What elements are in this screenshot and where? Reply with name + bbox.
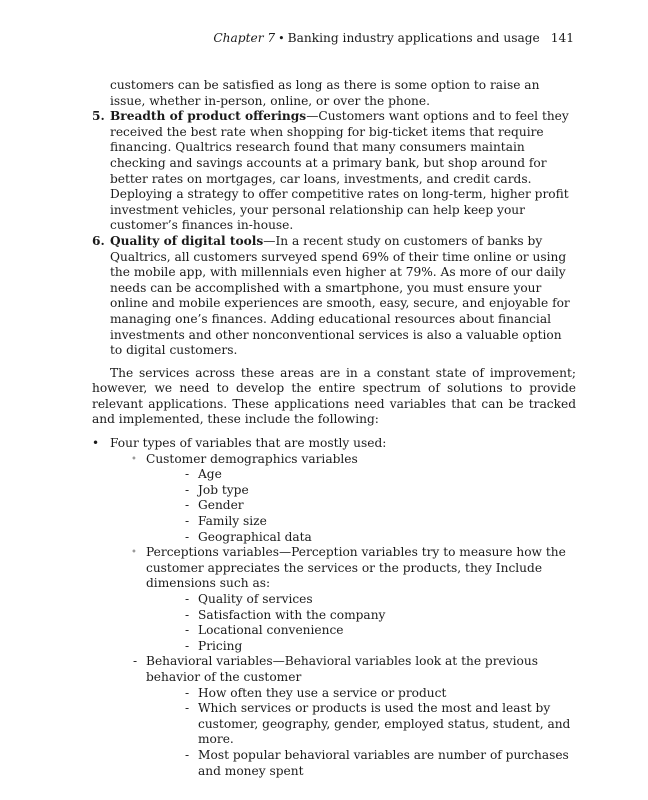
dash-icon: - xyxy=(185,747,190,762)
continued-text: customers can be satisfied as long as there is some option to raise an issue, whether in-person, online, or over the phone. xyxy=(110,78,540,108)
list-item: - How often they use a service or product xyxy=(185,685,447,700)
list-item: - Locational convenience xyxy=(185,623,344,638)
dash-icon: - xyxy=(185,482,190,497)
page-number: 141 xyxy=(550,31,574,45)
running-header xyxy=(213,31,574,45)
list-item: - Job type xyxy=(185,482,249,497)
list-item: - Age xyxy=(185,467,222,482)
list-item: - Pricing xyxy=(185,638,243,653)
bullet-icon: • xyxy=(131,547,137,559)
list-item: - Family size xyxy=(185,514,267,529)
item-number: 5. xyxy=(92,109,105,124)
list-item: - Which services or products is used the most and least by customer, geography, gender, employed status, student, and more. xyxy=(185,701,571,747)
item-text: —Customers want options and to feel they received the best rate when shopping for big-ticket items that require financing. Qualtrics research found that many consumers maintain checking and savings accounts at a primary bank, but shop around for better rates on mortgages, car loans, investments, and credit cards. Deploying a strategy to offer competitive rates on long-term, higher profit investment vehicles, your personal relationship can help keep your customer’s finances in-house. xyxy=(110,109,569,233)
list-item: - Geographical data xyxy=(185,529,312,544)
item-lead: Quality of digital tools xyxy=(110,233,264,248)
group-title: Customer demographics variables xyxy=(146,451,358,466)
variables-list xyxy=(92,436,576,779)
bullet-icon: • xyxy=(92,436,100,451)
sub-list xyxy=(146,592,576,654)
bullet-icon: • xyxy=(131,453,137,465)
dash-icon: - xyxy=(185,685,190,700)
list-item: - Most popular behavioral variables are number of purchases and money spent xyxy=(185,747,569,778)
variable-groups xyxy=(110,452,576,779)
dash-icon: - xyxy=(185,701,190,716)
dash-icon: - xyxy=(185,529,190,544)
numbered-item-5 xyxy=(92,109,576,234)
variable-group-behavioral xyxy=(110,654,576,779)
dash-icon: - xyxy=(185,514,190,529)
dash-icon: - xyxy=(185,498,190,513)
group-title: Behavioral variables—Behavioral variables look at the previous behavior of the customer xyxy=(146,654,538,684)
chapter-title: Banking industry applications and usage xyxy=(287,31,540,45)
dash-icon: - xyxy=(185,592,190,606)
group-title: Perceptions variables—Perception variables try to measure how the customer appreciates the services or the products, they Include dimensions such as: xyxy=(146,545,566,591)
list-item xyxy=(92,436,576,779)
body-paragraph: The services across these areas are in a constant state of improvement; however, we need to develop the entire spectrum of solutions to provide relevant applications. These applications need variables that can be tracked and implemented, these include the following: xyxy=(92,365,576,427)
item-number: 6. xyxy=(92,233,105,248)
numbered-item-6 xyxy=(92,234,576,359)
sub-list xyxy=(146,467,576,545)
dash-icon: - xyxy=(185,607,190,622)
list-item: - Quality of services xyxy=(185,592,313,606)
list-item: - Gender xyxy=(185,498,244,513)
dash-icon: - xyxy=(133,654,138,669)
variable-group-demographics xyxy=(110,452,576,546)
chapter-label: Chapter 7 xyxy=(213,31,276,45)
list-intro: Four types of variables that are mostly used: xyxy=(110,436,387,451)
sub-list xyxy=(146,686,576,780)
list-item: - Satisfaction with the company xyxy=(185,607,386,622)
item-lead: Breadth of product offerings xyxy=(110,109,307,124)
header-separator: • xyxy=(278,32,285,45)
dash-icon: - xyxy=(185,623,190,638)
variable-group-perceptions xyxy=(110,545,576,654)
page-body xyxy=(92,78,576,779)
dash-icon: - xyxy=(185,467,190,482)
dash-icon: - xyxy=(185,638,190,653)
item-text: —In a recent study on customers of banks by Qualtrics, all customers surveyed spend 69% of their time online or using the mobile app, with millennials even higher at 79%. As more of our daily needs can be accomplished with a smartphone, you must ensure your online and mobile experiences are smooth, easy, secure, and enjoyable for managing one’s finances. Adding educational resources about financial investments and other nonconventional services is also a valuable option to digital customers. xyxy=(110,233,570,358)
